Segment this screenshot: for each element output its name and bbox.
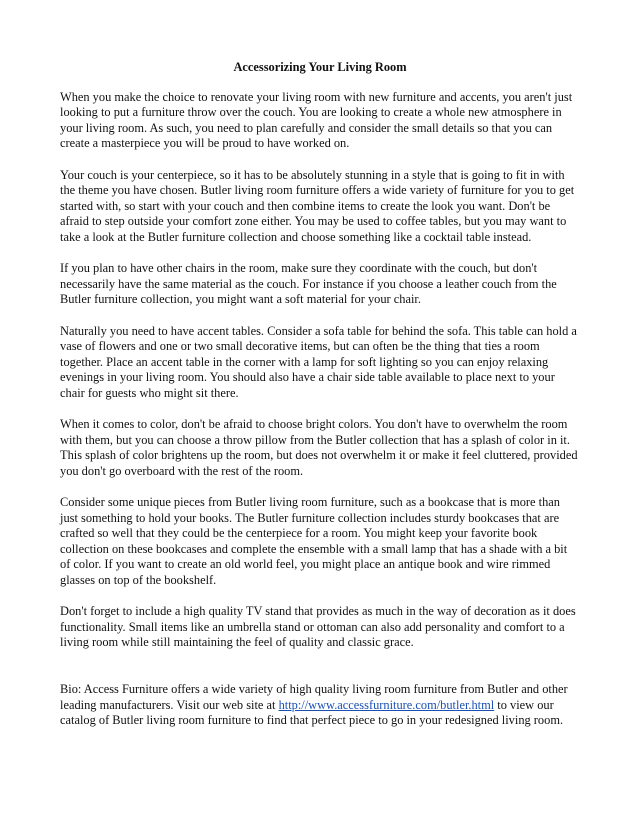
paragraph-bookcases: Consider some unique pieces from Butler living room furniture, such as a bookcase that is more than just something to hold your books. The Butler furniture collection includes sturdy bookcases that are crafted so well that they could be the centerpiece for a room. You might keep your favorite book collection on these bookcases and complete the ensemble with a small lamp that has a shade with a bit of color. If you want to create an old world feel, you might place an antique book and wire rimmed glasses on top of the bookshelf. — [60, 495, 568, 587]
document-page — [60, 60, 580, 744]
bio-paragraph — [60, 682, 580, 729]
paragraph-couch: Your couch is your centerpiece, so it has to be absolutely stunning in a style that is going to fit in with the theme you have chosen. Butler living room furniture offers a wide variety of furniture for you to get started with, so start with your couch and then combine items to create the look you want. Don't be afraid to step outside your comfort zone either. You may be used to coffee tables, but you may want to take a look at the Butler furniture collection and choose something like a cocktail table instead. — [60, 167, 575, 244]
website-link[interactable]: http://www.accessfurniture.com/butler.html — [278, 697, 495, 712]
paragraph-accent-tables: Naturally you need to have accent tables. Consider a sofa table for behind the sofa. This table can hold a vase of flowers and one or two small decorative items, but can often be the thing that ties a room together. Place an accent table in the corner with a lamp for soft lighting so you can enjoy relaxing evenings in your living room. You should also have a chair side table available to place next to your chair for guests who might sit there. — [60, 323, 577, 400]
bio-text-after-link: to view our catalog of Butler living room furniture to find that perfect piece to go in your redesigned living room. — [60, 697, 564, 728]
paragraph-chairs: If you plan to have other chairs in the room, make sure they coordinate with the couch, but don't necessarily have the same material as the couch. For instance if you choose a leather couch from the Butler furniture collection, you might want a soft material for your chair. — [60, 261, 557, 307]
document-title: Accessorizing Your Living Room — [233, 60, 407, 74]
bio-text-before-link: Bio: Access Furniture offers a wide variety of high quality living room furniture from Butler and other leading manufacturers. Visit our web site at — [60, 681, 568, 712]
paragraph-intro: When you make the choice to renovate your living room with new furniture and accents, you aren't just looking to put a furniture throw over the couch. You are looking to create a whole new atmosphere in your living room. As such, you need to plan carefully and consider the small details so that you can create a masterpiece you will be proud to have worked on. — [60, 89, 573, 151]
paragraph-color: When it comes to color, don't be afraid to choose bright colors. You don't have to overwhelm the room with them, but you can choose a throw pillow from the Butler collection that has a splash of color in it. This splash of color brightens up the room, but does not overwhelm it or make it feel cluttered, provided you don't go overboard with the rest of the room. — [60, 417, 578, 478]
paragraph-tv-stand: Don't forget to include a high quality TV stand that provides as much in the way of decoration as it does functionality. Small items like an umbrella stand or ottoman can also add personality and comfort to a living room while still maintaining the feel of quality and classic grace. — [60, 604, 576, 650]
